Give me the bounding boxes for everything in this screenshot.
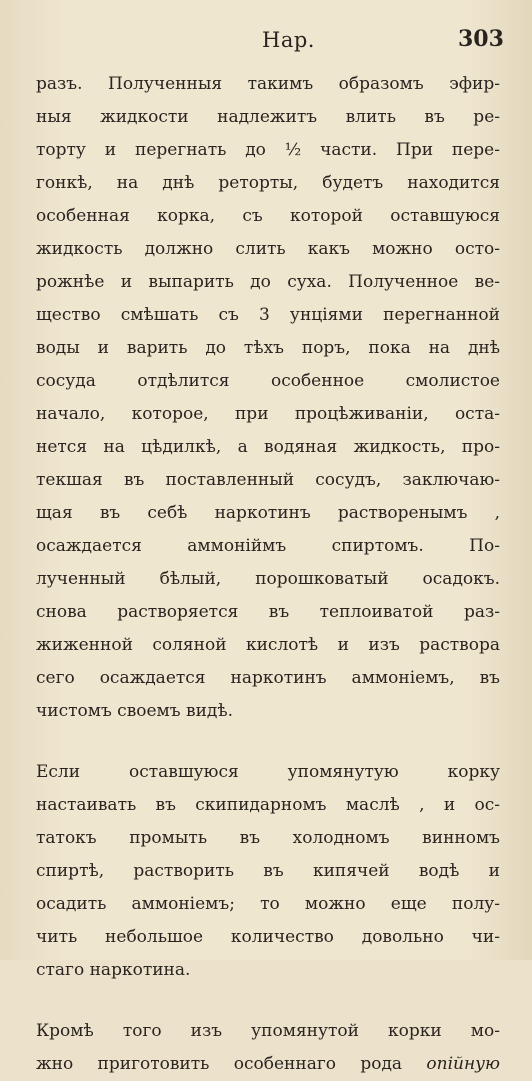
text-line: разъ. Полученныя такимъ образомъ эфир- [36,74,500,94]
text-line: стаго наркотина. [36,960,191,980]
text-line: особенная корка, съ которой оставшуюся [36,206,500,226]
text-line: сего осаждается наркотинъ аммоніемъ, въ [36,668,500,688]
text-line: рожнѣе и выпарить до суха. Полученное ве- [36,272,500,292]
text-line: осадить аммоніемъ; то можно еще полу- [36,894,500,914]
running-head [0,26,532,60]
text-line: щая въ себѣ наркотинъ растворенымъ , [36,503,500,523]
text-line: жидкость должно слить какъ можно остo- [36,239,500,259]
paragraph-gap [36,987,500,1015]
text-line: текшая въ поставленный сосудъ, заключаю- [36,470,500,490]
text-line: чистомъ своемъ видѣ. [36,701,234,721]
text-line: щество смѣшать съ 3 унціями перегнанной [36,305,500,325]
text-line: снова растворяется въ теплоиватой раз- [36,602,500,622]
paragraph-3 [36,1015,500,1081]
running-head-title: Нар. [262,28,315,52]
text-line: Кромѣ того изъ упомянутой корки мо- [36,1021,500,1041]
text-line-plain: жно приготовить особеннаго рода [36,1054,403,1074]
text-line: Если оставшуюся упомянутую корку [36,762,500,782]
text-line: сосуда отдѣлится особенное смолистое [36,371,500,391]
text-line: жиженной соляной кислотѣ и изъ раствора [36,635,500,655]
text-line: воды и варить до тѣхъ поръ, пока на днѣ [36,338,500,358]
text-line: ныя жидкости надлежитъ влить въ ре- [36,107,500,127]
text-line: осаждается аммоніймъ спиртомъ. По- [36,536,500,556]
text-line: лученный бѣлый, порошковатый осадокъ. [36,569,500,589]
paragraph-gap [36,728,500,756]
text-line: торту и перегнать до ½ части. При пере- [36,140,500,160]
text-line: чить небольшое количество довольно чи- [36,927,500,947]
text-line: гонкѣ, на днѣ реторты, будетъ находится [36,173,500,193]
italic-word: опійную [426,1054,500,1074]
text-line: татокъ промыть въ холодномъ винномъ [36,828,500,848]
text-line: настаивать въ скипидарномъ маслѣ , и ос- [36,795,500,815]
paragraph-2 [36,756,500,987]
text-line: начало, которое, при процѣживаніи, оста- [36,404,500,424]
text-line: нется на цѣдилкѣ, а водяная жидкость, про- [36,437,500,457]
body-text [36,68,500,1081]
page-number: 303 [458,26,504,52]
text-line: спиртѣ, растворить въ кипячей водѣ и [36,861,500,881]
text-line [36,1048,500,1081]
paragraph-1 [36,68,500,728]
